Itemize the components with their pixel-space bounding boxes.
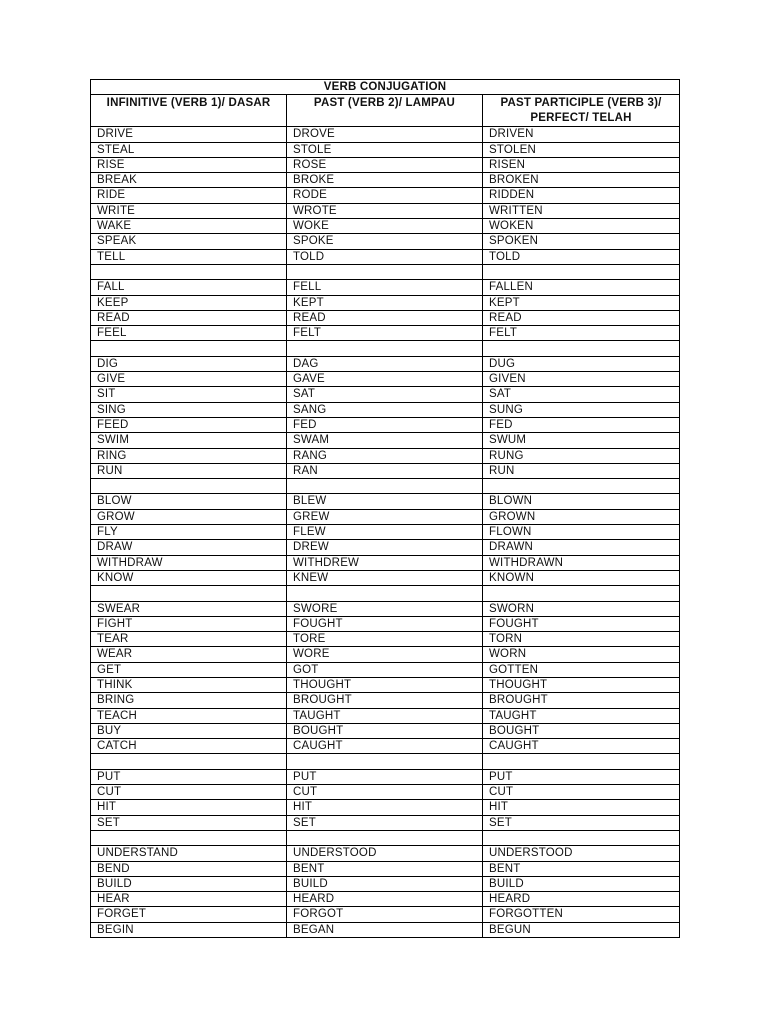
cell-infinitive: DRAW: [91, 540, 287, 555]
cell-infinitive: THINK: [91, 677, 287, 692]
cell-infinitive: UNDERSTAND: [91, 846, 287, 861]
header-infinitive: INFINITIVE (VERB 1)/ DASAR: [91, 95, 287, 127]
cell-past-participle: GIVEN: [483, 372, 680, 387]
cell-past: [287, 586, 483, 601]
table-row: [91, 234, 680, 249]
cell-past: SET: [287, 815, 483, 830]
cell-infinitive: HIT: [91, 800, 287, 815]
cell-past: TOLD: [287, 249, 483, 264]
table-row: [91, 509, 680, 524]
cell-past: RAN: [287, 463, 483, 478]
table-row: [91, 785, 680, 800]
cell-infinitive: CATCH: [91, 739, 287, 754]
cell-infinitive: [91, 264, 287, 279]
cell-infinitive: DIG: [91, 356, 287, 371]
cell-infinitive: PUT: [91, 769, 287, 784]
cell-past: THOUGHT: [287, 677, 483, 692]
cell-infinitive: TEAR: [91, 632, 287, 647]
cell-past: FED: [287, 417, 483, 432]
table-row: [91, 142, 680, 157]
cell-past: GREW: [287, 509, 483, 524]
cell-infinitive: STEAL: [91, 142, 287, 157]
cell-infinitive: SIT: [91, 387, 287, 402]
table-row: [91, 280, 680, 295]
cell-past: [287, 479, 483, 494]
cell-past-participle: UNDERSTOOD: [483, 846, 680, 861]
cell-past-participle: DUG: [483, 356, 680, 371]
cell-infinitive: FLY: [91, 525, 287, 540]
table-row: [91, 601, 680, 616]
cell-infinitive: BEGIN: [91, 922, 287, 937]
cell-infinitive: [91, 830, 287, 845]
cell-infinitive: WEAR: [91, 647, 287, 662]
cell-past: [287, 341, 483, 356]
cell-infinitive: [91, 341, 287, 356]
cell-past: SAT: [287, 387, 483, 402]
table-row: [91, 754, 680, 769]
cell-past: [287, 754, 483, 769]
cell-past: STOLE: [287, 142, 483, 157]
table-row: [91, 830, 680, 845]
cell-past-participle: SAT: [483, 387, 680, 402]
cell-past: BLEW: [287, 494, 483, 509]
table-header-row: [91, 95, 680, 127]
cell-past: GAVE: [287, 372, 483, 387]
cell-past: KNEW: [287, 570, 483, 585]
cell-past-participle: SWORN: [483, 601, 680, 616]
cell-past-participle: [483, 830, 680, 845]
table-row: [91, 570, 680, 585]
cell-past: GOT: [287, 662, 483, 677]
table-row: [91, 800, 680, 815]
cell-past-participle: KEPT: [483, 295, 680, 310]
cell-past-participle: BOUGHT: [483, 723, 680, 738]
cell-past: WOKE: [287, 219, 483, 234]
cell-past: SWORE: [287, 601, 483, 616]
cell-past-participle: FOUGHT: [483, 616, 680, 631]
cell-infinitive: BLOW: [91, 494, 287, 509]
table-row: [91, 264, 680, 279]
cell-past: TORE: [287, 632, 483, 647]
table-row: [91, 417, 680, 432]
cell-infinitive: SING: [91, 402, 287, 417]
table-row: [91, 555, 680, 570]
cell-infinitive: BRING: [91, 693, 287, 708]
cell-past-participle: STOLEN: [483, 142, 680, 157]
table-row: [91, 647, 680, 662]
table-row: [91, 540, 680, 555]
cell-past-participle: SUNG: [483, 402, 680, 417]
cell-past: SWAM: [287, 433, 483, 448]
cell-past-participle: [483, 264, 680, 279]
cell-past-participle: DRAWN: [483, 540, 680, 555]
cell-infinitive: WRITE: [91, 203, 287, 218]
cell-infinitive: SWEAR: [91, 601, 287, 616]
table-row: [91, 723, 680, 738]
cell-past: BOUGHT: [287, 723, 483, 738]
cell-past-participle: RIDDEN: [483, 188, 680, 203]
cell-past-participle: CUT: [483, 785, 680, 800]
table-row: [91, 586, 680, 601]
table-row: [91, 341, 680, 356]
cell-past-participle: HIT: [483, 800, 680, 815]
cell-infinitive: READ: [91, 310, 287, 325]
cell-past: TAUGHT: [287, 708, 483, 723]
cell-past: PUT: [287, 769, 483, 784]
cell-past-participle: [483, 754, 680, 769]
cell-past-participle: TAUGHT: [483, 708, 680, 723]
table-row: [91, 632, 680, 647]
cell-past-participle: HEARD: [483, 892, 680, 907]
cell-infinitive: WAKE: [91, 219, 287, 234]
cell-infinitive: BUY: [91, 723, 287, 738]
cell-past-participle: KNOWN: [483, 570, 680, 585]
cell-infinitive: RUN: [91, 463, 287, 478]
cell-infinitive: [91, 754, 287, 769]
table-title: VERB CONJUGATION: [91, 80, 680, 95]
cell-past: BUILD: [287, 876, 483, 891]
cell-infinitive: GET: [91, 662, 287, 677]
cell-past-participle: FALLEN: [483, 280, 680, 295]
cell-infinitive: WITHDRAW: [91, 555, 287, 570]
cell-past-participle: GROWN: [483, 509, 680, 524]
cell-past: RANG: [287, 448, 483, 463]
cell-infinitive: RING: [91, 448, 287, 463]
cell-past-participle: CAUGHT: [483, 739, 680, 754]
cell-past: BEGAN: [287, 922, 483, 937]
table-row: [91, 356, 680, 371]
cell-past: RODE: [287, 188, 483, 203]
cell-infinitive: FALL: [91, 280, 287, 295]
table-row: [91, 525, 680, 540]
cell-past: UNDERSTOOD: [287, 846, 483, 861]
cell-infinitive: GROW: [91, 509, 287, 524]
cell-past-participle: WRITTEN: [483, 203, 680, 218]
cell-infinitive: FEED: [91, 417, 287, 432]
cell-infinitive: FORGET: [91, 907, 287, 922]
table-row: [91, 907, 680, 922]
cell-past-participle: WITHDRAWN: [483, 555, 680, 570]
cell-past-participle: RISEN: [483, 157, 680, 172]
table-row: [91, 739, 680, 754]
table-row: [91, 188, 680, 203]
cell-past-participle: READ: [483, 310, 680, 325]
table-row: [91, 249, 680, 264]
cell-past: FOUGHT: [287, 616, 483, 631]
cell-past-participle: SET: [483, 815, 680, 830]
cell-past-participle: PUT: [483, 769, 680, 784]
table-row: [91, 769, 680, 784]
cell-infinitive: SET: [91, 815, 287, 830]
cell-past: SPOKE: [287, 234, 483, 249]
cell-past: [287, 830, 483, 845]
cell-infinitive: RIDE: [91, 188, 287, 203]
table-row: [91, 892, 680, 907]
table-body: [91, 127, 680, 938]
cell-past-participle: GOTTEN: [483, 662, 680, 677]
cell-past: DROVE: [287, 127, 483, 142]
table-row: [91, 876, 680, 891]
table-row: [91, 861, 680, 876]
table-row: [91, 387, 680, 402]
table-row: [91, 616, 680, 631]
cell-infinitive: [91, 479, 287, 494]
cell-infinitive: SWIM: [91, 433, 287, 448]
cell-past: ROSE: [287, 157, 483, 172]
cell-infinitive: BEND: [91, 861, 287, 876]
cell-past-participle: BENT: [483, 861, 680, 876]
cell-past-participle: TOLD: [483, 249, 680, 264]
cell-infinitive: HEAR: [91, 892, 287, 907]
cell-past-participle: BROKEN: [483, 173, 680, 188]
header-past: PAST (VERB 2)/ LAMPAU: [287, 95, 483, 127]
cell-infinitive: KNOW: [91, 570, 287, 585]
table-row: [91, 219, 680, 234]
cell-past-participle: BEGUN: [483, 922, 680, 937]
cell-past-participle: WOKEN: [483, 219, 680, 234]
table-row: [91, 677, 680, 692]
cell-past-participle: FELT: [483, 326, 680, 341]
cell-infinitive: BREAK: [91, 173, 287, 188]
cell-past-participle: TORN: [483, 632, 680, 647]
cell-past: HEARD: [287, 892, 483, 907]
table-row: [91, 326, 680, 341]
table-row: [91, 372, 680, 387]
cell-past: [287, 264, 483, 279]
table-row: [91, 127, 680, 142]
cell-infinitive: RISE: [91, 157, 287, 172]
cell-past-participle: WORN: [483, 647, 680, 662]
cell-past: BROUGHT: [287, 693, 483, 708]
cell-infinitive: TEACH: [91, 708, 287, 723]
cell-past: KEPT: [287, 295, 483, 310]
table-row: [91, 402, 680, 417]
cell-infinitive: TELL: [91, 249, 287, 264]
table-row: [91, 310, 680, 325]
table-row: [91, 846, 680, 861]
cell-past-participle: BROUGHT: [483, 693, 680, 708]
cell-infinitive: GIVE: [91, 372, 287, 387]
cell-past: FELT: [287, 326, 483, 341]
cell-past: WROTE: [287, 203, 483, 218]
cell-past: DAG: [287, 356, 483, 371]
cell-past: DREW: [287, 540, 483, 555]
cell-past: BENT: [287, 861, 483, 876]
table-row: [91, 662, 680, 677]
table-row: [91, 203, 680, 218]
cell-past-participle: [483, 341, 680, 356]
cell-infinitive: DRIVE: [91, 127, 287, 142]
cell-infinitive: FIGHT: [91, 616, 287, 631]
table-row: [91, 433, 680, 448]
cell-infinitive: FEEL: [91, 326, 287, 341]
table-title-row: [91, 80, 680, 95]
cell-past: HIT: [287, 800, 483, 815]
verb-conjugation-table: [90, 79, 680, 938]
table-row: [91, 173, 680, 188]
header-past-participle: PAST PARTICIPLE (VERB 3)/ PERFECT/ TELAH: [483, 95, 680, 127]
table-row: [91, 693, 680, 708]
cell-past: WORE: [287, 647, 483, 662]
cell-past: WITHDREW: [287, 555, 483, 570]
cell-past: FLEW: [287, 525, 483, 540]
table-row: [91, 448, 680, 463]
cell-past: SANG: [287, 402, 483, 417]
cell-past-participle: [483, 586, 680, 601]
cell-past-participle: THOUGHT: [483, 677, 680, 692]
cell-past: CUT: [287, 785, 483, 800]
table-row: [91, 157, 680, 172]
cell-past-participle: DRIVEN: [483, 127, 680, 142]
table-row: [91, 815, 680, 830]
table-row: [91, 295, 680, 310]
cell-past-participle: SPOKEN: [483, 234, 680, 249]
table-row: [91, 479, 680, 494]
cell-infinitive: SPEAK: [91, 234, 287, 249]
cell-past: CAUGHT: [287, 739, 483, 754]
table-row: [91, 463, 680, 478]
cell-past-participle: RUN: [483, 463, 680, 478]
table-row: [91, 494, 680, 509]
cell-past-participle: FORGOTTEN: [483, 907, 680, 922]
cell-past-participle: RUNG: [483, 448, 680, 463]
cell-past: BROKE: [287, 173, 483, 188]
cell-past-participle: [483, 479, 680, 494]
cell-past-participle: FLOWN: [483, 525, 680, 540]
cell-infinitive: KEEP: [91, 295, 287, 310]
cell-past: READ: [287, 310, 483, 325]
cell-past: FELL: [287, 280, 483, 295]
cell-infinitive: CUT: [91, 785, 287, 800]
cell-infinitive: BUILD: [91, 876, 287, 891]
cell-past-participle: BLOWN: [483, 494, 680, 509]
table-row: [91, 708, 680, 723]
table-row: [91, 922, 680, 937]
cell-past-participle: BUILD: [483, 876, 680, 891]
cell-past-participle: FED: [483, 417, 680, 432]
cell-past-participle: SWUM: [483, 433, 680, 448]
cell-infinitive: [91, 586, 287, 601]
cell-past: FORGOT: [287, 907, 483, 922]
